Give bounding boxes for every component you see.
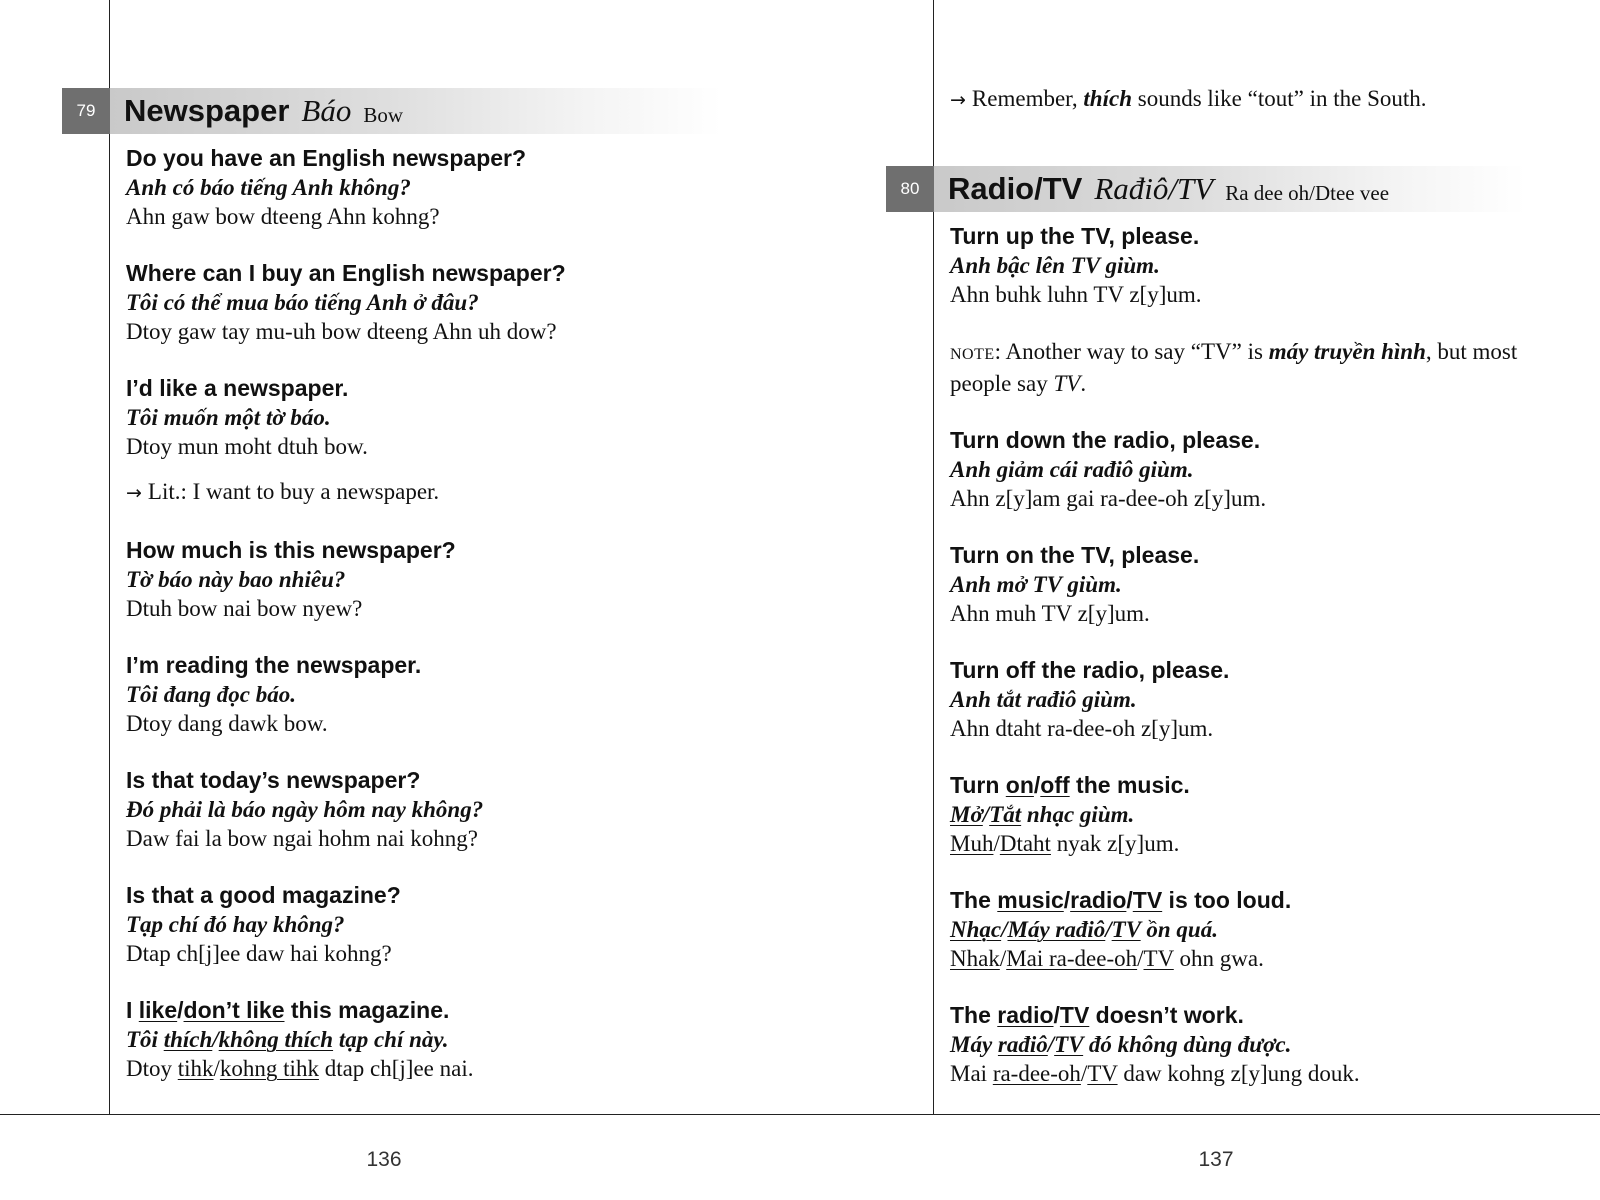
section-title-english: Radio/TV: [948, 171, 1083, 206]
phrase-english: I like/don’t like this magazine.: [126, 997, 450, 1023]
phrase-pronunciation: Dtoy tihk/kohng tihk dtap ch[j]ee nai.: [126, 1056, 474, 1081]
phrase-english: Turn off the radio, please.: [950, 657, 1230, 683]
phrase-entry: [126, 651, 906, 738]
section-header-radio-tv: [886, 166, 1526, 212]
phrase-english: Turn up the TV, please.: [950, 223, 1200, 249]
phrase-pronunciation: Ahn gaw bow dteeng Ahn kohng?: [126, 204, 440, 229]
phrase-vietnamese: Tôi thích/không thích tạp chí này.: [126, 1027, 449, 1052]
phrase-english: How much is this newspaper?: [126, 537, 456, 563]
phrase-english: I’m reading the newspaper.: [126, 652, 422, 678]
south-pronunciation-note: → Remember, thích sounds like “tout” in the South.: [950, 86, 1427, 111]
phrase-entry: [950, 541, 1570, 628]
phrase-pronunciation: Mai ra-dee-oh/TV daw kohng z[y]ung douk.: [950, 1061, 1360, 1086]
phrase-entry: [950, 222, 1570, 309]
literal-note: [126, 477, 906, 508]
phrase-vietnamese: Tôi có thể mua báo tiếng Anh ở đâu?: [126, 290, 479, 315]
phrase-pronunciation: Nhak/Mai ra-dee-oh/TV ohn gwa.: [950, 946, 1264, 971]
section-title-vietnamese: Rađiô/TV: [1094, 171, 1214, 206]
phrase-english: Turn on the TV, please.: [950, 542, 1200, 568]
note-label: NOTE: [950, 346, 995, 363]
phrase-entry: [950, 771, 1570, 858]
phrase-pronunciation: Ahn buhk luhn TV z[y]um.: [950, 282, 1202, 307]
section-number: 79: [62, 88, 110, 134]
phrase-entry: [126, 144, 906, 231]
section-title-pronunciation: Bow: [363, 102, 404, 127]
phrase-entry: [950, 1001, 1570, 1088]
phrase-vietnamese: Anh giảm cái rađiô giùm.: [950, 457, 1194, 482]
phrase-entry: [950, 886, 1570, 973]
phrase-pronunciation: Ahn z[y]am gai ra-dee-oh z[y]um.: [950, 486, 1267, 511]
section-title-english: Newspaper: [124, 93, 290, 128]
phrase-english: Where can I buy an English newspaper?: [126, 260, 566, 286]
phrase-entry: [950, 426, 1570, 513]
tv-note: NOTE: Another way to say “TV” is máy truyền hình, but most people say TV.: [950, 339, 1518, 396]
phrase-english: Is that a good magazine?: [126, 882, 401, 908]
phrase-vietnamese: Anh mở TV giùm.: [950, 572, 1122, 597]
phrase-vietnamese: Anh bậc lên TV giùm.: [950, 253, 1160, 278]
phrase-vietnamese: Nhạc/Máy rađiô/TV ồn quá.: [950, 917, 1218, 942]
phrase-pronunciation: Dtoy mun moht dtuh bow.: [126, 434, 368, 459]
phrase-entry: [126, 766, 906, 853]
phrase-vietnamese: Tạp chí đó hay không?: [126, 912, 345, 937]
phrase-vietnamese: Anh tắt rađiô giùm.: [950, 687, 1137, 712]
arrow-icon: →: [126, 482, 142, 504]
arrow-icon: →: [950, 89, 966, 111]
section-title-band: [110, 88, 722, 134]
phrase-vietnamese: Tôi muốn một tờ báo.: [126, 405, 331, 430]
phrase-pronunciation: Muh/Dtaht nyak z[y]um.: [950, 831, 1180, 856]
phrase-vietnamese: Tôi đang đọc báo.: [126, 682, 296, 707]
phrase-entry: [950, 656, 1570, 743]
phrase-vietnamese: Tờ báo này bao nhiêu?: [126, 567, 346, 592]
phrase-english: The radio/TV doesn’t work.: [950, 1002, 1244, 1028]
phrase-pronunciation: Ahn muh TV z[y]um.: [950, 601, 1150, 626]
phrase-english: The music/radio/TV is too loud.: [950, 887, 1292, 913]
phrase-pronunciation: Dtoy gaw tay mu-uh bow dteeng Ahn uh dow?: [126, 319, 557, 344]
section-title-vietnamese: Báo: [301, 93, 352, 128]
page-number-left: 136: [366, 1148, 402, 1171]
left-phrase-column: [126, 144, 906, 1111]
phrase-vietnamese: Mở/Tắt nhạc giùm.: [950, 802, 1135, 827]
phrase-english: Do you have an English newspaper?: [126, 145, 527, 171]
phrase-pronunciation: Dtuh bow nai bow nyew?: [126, 596, 363, 621]
phrase-english: Is that today’s newspaper?: [126, 767, 421, 793]
phrase-entry: [126, 259, 906, 346]
phrase-pronunciation: Daw fai la bow ngai hohm nai kohng?: [126, 826, 478, 851]
section-header-newspaper: [62, 88, 722, 134]
phrase-entry: [126, 881, 906, 968]
phrase-pronunciation: Dtoy dang dawk bow.: [126, 711, 328, 736]
phrase-entry: [126, 374, 906, 461]
section-title-band: [934, 166, 1526, 212]
phrase-pronunciation: Ahn dtaht ra-dee-oh z[y]um.: [950, 716, 1214, 741]
phrase-vietnamese: Đó phải là báo ngày hôm nay không?: [126, 797, 484, 822]
phrase-entry: [126, 996, 906, 1083]
literal-note-text: Lit.: I want to buy a newspaper.: [147, 479, 440, 504]
phrase-english: I’d like a newspaper.: [126, 375, 349, 401]
phrase-entry: [126, 536, 906, 623]
phrase-pronunciation: Dtap ch[j]ee daw hai kohng?: [126, 941, 392, 966]
phrase-vietnamese: Anh có báo tiếng Anh không?: [126, 175, 411, 200]
section-number: 80: [886, 166, 934, 212]
phrase-vietnamese: Máy rađiô/TV đó không dùng được.: [950, 1032, 1292, 1057]
section-title-pronunciation: Ra dee oh/Dtee vee: [1225, 180, 1390, 205]
phrase-english: Turn on/off the music.: [950, 772, 1190, 798]
page-number-right: 137: [1198, 1148, 1234, 1171]
phrase-english: Turn down the radio, please.: [950, 427, 1261, 453]
left-margin-rule: [109, 0, 110, 1114]
right-phrase-column: [950, 222, 1570, 1116]
